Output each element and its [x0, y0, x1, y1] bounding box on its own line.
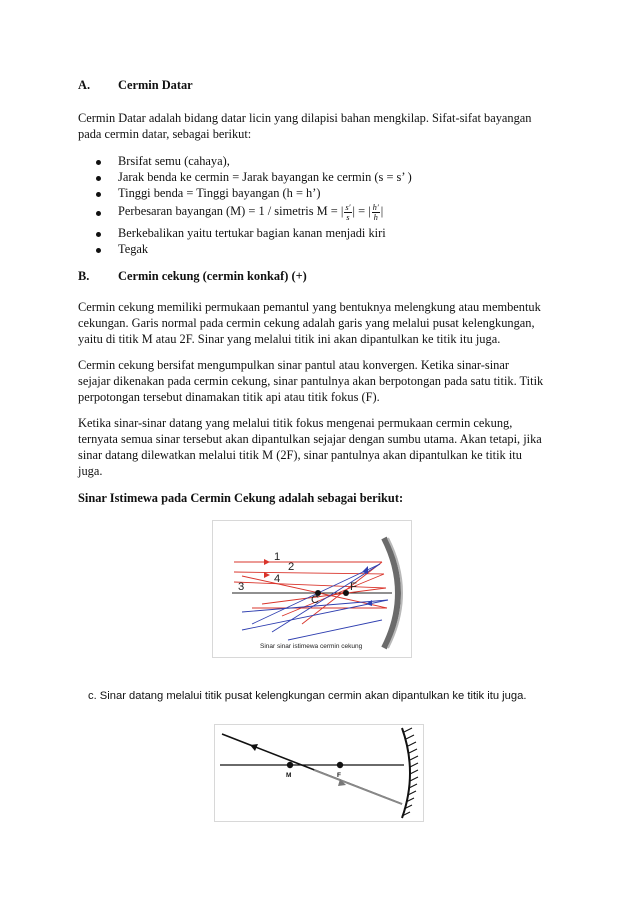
bullet-dot [96, 176, 101, 181]
bullet-dot [96, 211, 101, 216]
point-label: F [350, 581, 357, 593]
section-b-letter: B. [78, 269, 90, 283]
point-label: C [311, 594, 320, 606]
magnification-suffix: | [380, 204, 384, 218]
paragraph-2-line: sejajar dikenakan pada cermin cekung, sinar pantulnya akan berpotongan pada satu titik. Titik [78, 374, 544, 388]
magnification-middle: | = | [352, 204, 371, 218]
paragraph-1-line: yaitu di titik M atau 2F. Sinar yang melalui titik ini akan dipantulkan ke titik itu juga. [78, 332, 501, 346]
ray-label: 2 [288, 561, 295, 573]
figure-special-rays [212, 520, 412, 658]
point-f [343, 590, 349, 596]
point-m [287, 762, 293, 768]
fraction-h [372, 203, 380, 222]
fraction-numerator: h′ [372, 201, 379, 212]
paragraph-2-line: Cermin cekung bersifat mengumpulkan sinar pantul atau konvergen. Ketika sinar-sinar [78, 358, 510, 372]
point-label: F [337, 772, 341, 779]
bullet-item: Berkebalikan yaitu tertukar bagian kanan menjadi kiri [118, 226, 386, 240]
bullet-dot [96, 160, 101, 165]
fraction-s [344, 203, 351, 222]
ray-label: 1 [274, 551, 281, 563]
bullet-dot [96, 248, 101, 253]
bullet-dot [96, 192, 101, 197]
section-a-letter: A. [78, 78, 91, 92]
section-a-title: Cermin Datar [118, 78, 193, 92]
paragraph-1-line: Cermin cekung memiliki permukaan pemantul yang bentuknya melengkung atau membentuk [78, 300, 541, 314]
bullet-item: Tinggi benda = Tinggi bayangan (h = h’) [118, 186, 321, 200]
bullet-dot [96, 232, 101, 237]
bullet-item: Brsifat semu (cahaya), [118, 154, 230, 168]
paragraph-1-line: cekungan. Garis normal pada cermin cekung adalah garis yang melalui pusat kelengkungan, [78, 316, 535, 330]
figure-caption: Sinar sinar istimewa cermin cekung [260, 643, 363, 650]
paragraph-3-line: ternyata semua sinar tersebut akan dipantulkan sejajar dengan sumbu utama. Akan tetapi, jika [78, 432, 542, 446]
section-a-para-line-2: pada cermin datar, sebagai berikut: [78, 127, 252, 141]
paragraph-2-line: perpotongan tersebut dinamakan titik api atau titik fokus (F). [78, 390, 380, 404]
ray-label: 3 [238, 581, 245, 593]
magnification-formula [118, 200, 383, 222]
section-a-para-line-1: Cermin Datar adalah bidang datar licin yang dilapisi bahan mengkilap. Sifat-sifat bayangan [78, 111, 532, 125]
item-c-text: c. Sinar datang melalui titik pusat kelengkungan cermin akan dipantulkan ke titik itu juga. [88, 690, 527, 702]
point-label: M [286, 772, 292, 779]
bullet-item: Tegak [118, 242, 149, 256]
ray-label: 4 [274, 573, 281, 585]
point-f [337, 762, 343, 768]
fraction-denominator: s [346, 211, 350, 222]
figure-ray-through-m [214, 724, 424, 822]
special-rays-heading: Sinar Istimewa pada Cermin Cekung adalah sebagai berikut: [78, 491, 404, 505]
fraction-denominator: h [373, 211, 378, 222]
section-b-title: Cermin cekung (cermin konkaf) (+) [118, 269, 307, 283]
fraction-numerator: s′ [345, 201, 351, 212]
magnification-prefix: Perbesaran bayangan (M) = 1 / simetris M = | [118, 204, 344, 218]
paragraph-3-line: juga. [78, 464, 103, 478]
paragraph-3-line: sinar datang dilewatkan melalui titik M (2F), sinar pantulnya akan dipantulkan ke titik itu [78, 448, 522, 462]
paragraph-3-line: Ketika sinar-sinar datang yang melalui titik fokus mengenai permukaan cermin cekung, [78, 416, 513, 430]
bullet-item: Jarak benda ke cermin = Jarak bayangan ke cermin (s = s’ ) [118, 170, 412, 184]
